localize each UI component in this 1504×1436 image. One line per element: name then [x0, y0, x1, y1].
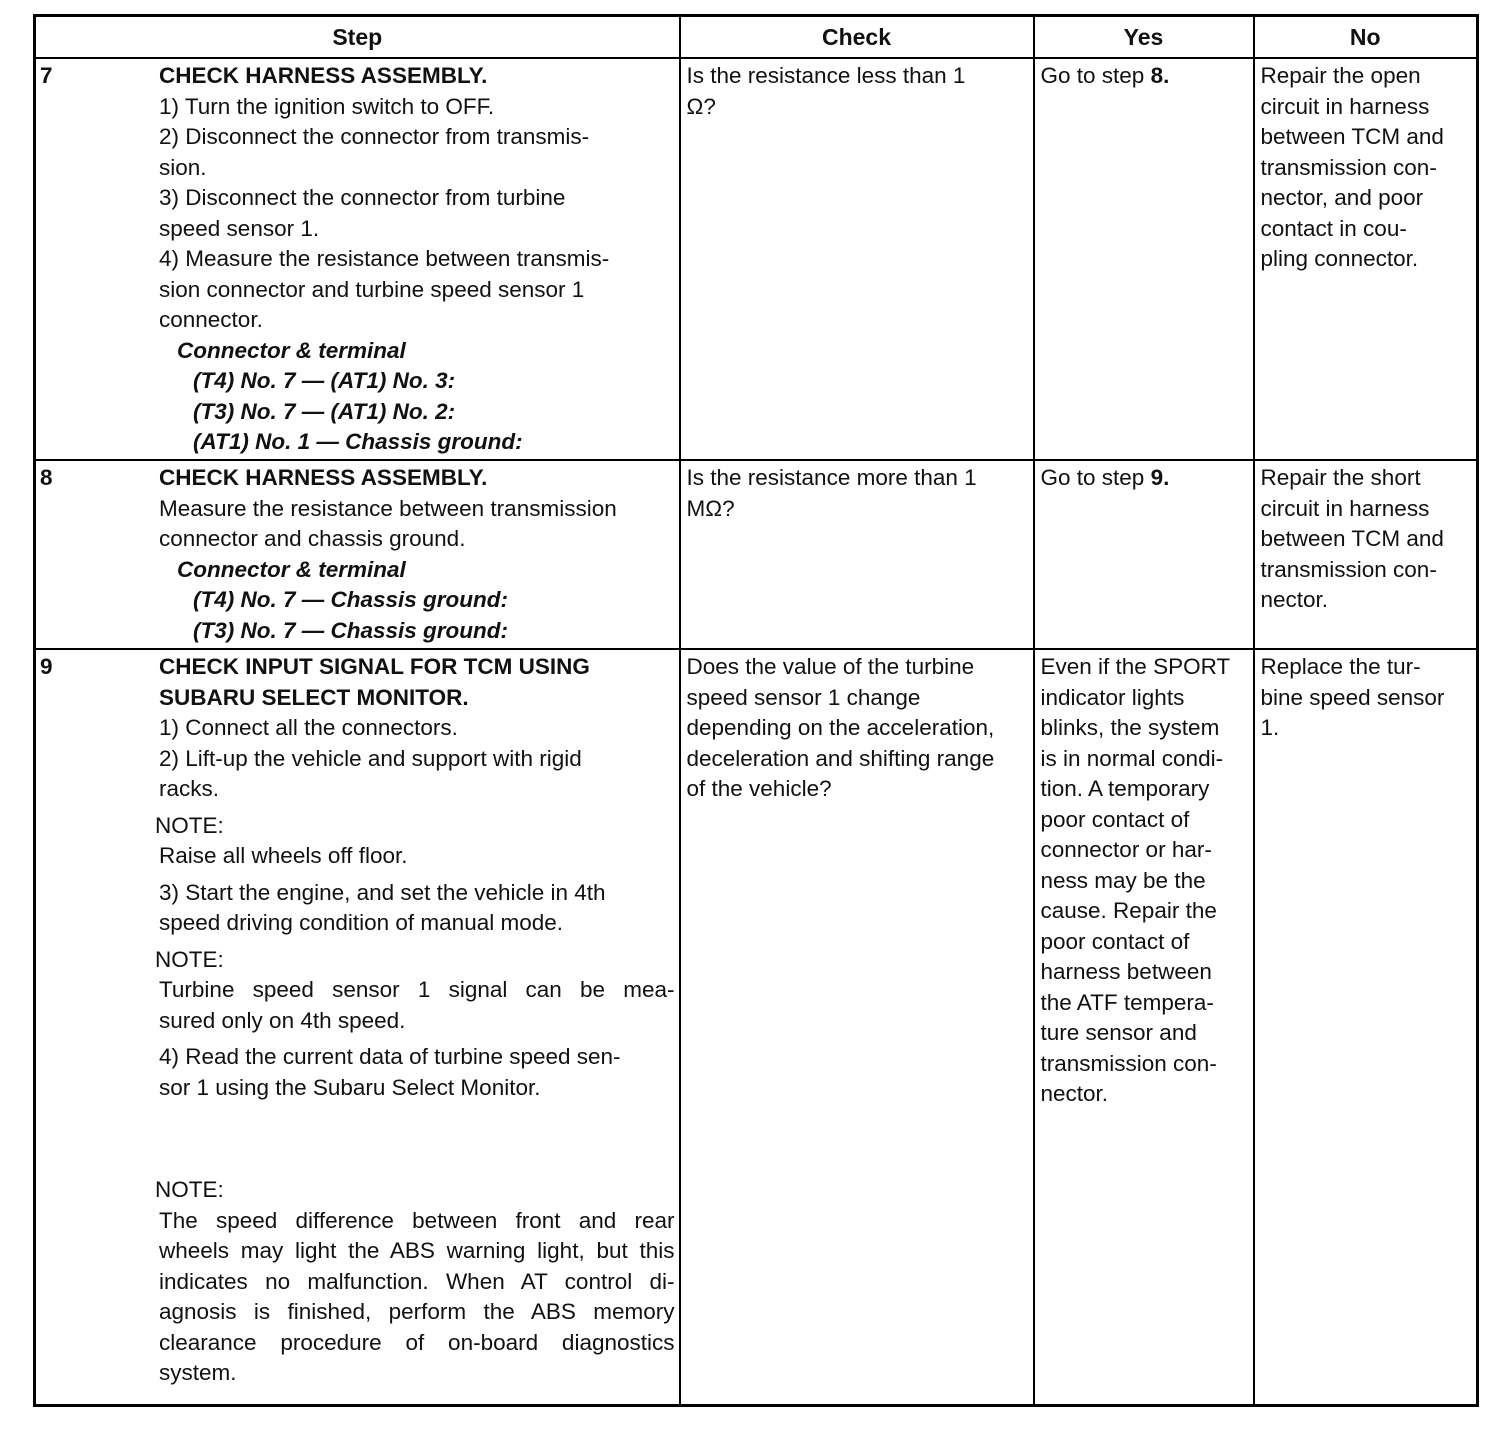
- yes-line: indicator lights: [1040, 684, 1185, 710]
- yes-line: tion. A temporary: [1040, 776, 1210, 801]
- note-line: The speed difference between front and rear: [159, 1207, 675, 1233]
- step-number: 7: [40, 63, 53, 88]
- note-text: Raise all wheels off floor.: [159, 843, 408, 868]
- check-line: Is the resistance less than 1: [686, 63, 966, 88]
- step-line: racks.: [159, 776, 220, 801]
- no-line: circuit in harness: [1260, 495, 1430, 521]
- table-row-step-7: [35, 58, 1478, 460]
- check-line: deceleration and shifting range: [686, 745, 995, 771]
- no-line: nector.: [1260, 587, 1329, 612]
- yes-line: is in normal condi-: [1040, 745, 1224, 771]
- diagnostic-table: [33, 14, 1479, 1407]
- yes-line: poor contact of: [1040, 928, 1190, 954]
- check-line: depending on the acceleration,: [686, 715, 995, 740]
- yes-line: the ATF tempera-: [1040, 989, 1214, 1015]
- step-cell: [35, 58, 680, 460]
- step-line: 3) Disconnect the connector from turbine: [159, 185, 566, 210]
- connector-terminal-heading: Connector & terminal: [177, 337, 406, 363]
- check-line: of the vehicle?: [686, 776, 832, 801]
- step-title: CHECK HARNESS ASSEMBLY.: [159, 465, 488, 490]
- step-line: 2) Lift-up the vehicle and support with rigid: [159, 745, 582, 771]
- table-row-step-8: [35, 460, 1478, 649]
- no-line: contact in cou-: [1260, 215, 1407, 241]
- yes-line: Even if the SPORT: [1040, 654, 1231, 679]
- note-label: NOTE:: [155, 946, 224, 972]
- yes-line: blinks, the system: [1040, 715, 1220, 740]
- no-line: between TCM and: [1260, 526, 1444, 551]
- check-line: MΩ?: [686, 495, 735, 521]
- yes-line: ture sensor and: [1040, 1020, 1197, 1045]
- step-line: connector.: [159, 307, 263, 332]
- no-cell: [1254, 649, 1478, 1406]
- note-text: [159, 1206, 675, 1389]
- connector-terminal-item: (T4) No. 7 — (AT1) No. 3:: [193, 368, 456, 393]
- no-line: pling connector.: [1260, 246, 1419, 271]
- step-line: sion connector and turbine speed sensor 1: [159, 276, 585, 302]
- header-yes: Yes: [1034, 16, 1254, 59]
- step-title: CHECK HARNESS ASSEMBLY.: [159, 63, 488, 88]
- connector-terminal-item: (AT1) No. 1 — Chassis ground:: [193, 429, 523, 454]
- yes-line: connector or har-: [1040, 837, 1212, 862]
- note-text: [159, 975, 675, 1036]
- step-line: Measure the resistance between transmission: [159, 495, 617, 521]
- yes-line: poor contact of: [1040, 806, 1190, 832]
- spacer: [159, 1103, 675, 1169]
- check-line: speed sensor 1 change: [686, 684, 921, 710]
- note-line: Turbine speed sensor 1 signal can be mea-: [159, 977, 675, 1002]
- step-line: 1) Turn the ignition switch to OFF.: [159, 93, 495, 119]
- step-cell: [35, 460, 680, 649]
- no-line: nector, and poor: [1260, 185, 1424, 210]
- check-cell: [680, 58, 1034, 460]
- step-line: speed sensor 1.: [159, 215, 320, 241]
- note-line: clearance procedure of on-board diagnostics: [159, 1329, 675, 1355]
- yes-step-link: 9.: [1150, 465, 1170, 490]
- step-title: SUBARU SELECT MONITOR.: [159, 684, 469, 710]
- no-line: Replace the tur-: [1260, 654, 1421, 679]
- note-line: sured only on 4th speed.: [159, 1007, 406, 1033]
- check-cell: [680, 460, 1034, 649]
- connector-terminal-item: (T3) No. 7 — (AT1) No. 2:: [193, 398, 456, 424]
- step-line: sor 1 using the Subaru Select Monitor.: [159, 1074, 541, 1100]
- yes-line: nector.: [1040, 1081, 1109, 1106]
- no-line: transmission con-: [1260, 556, 1437, 582]
- header-no: No: [1254, 16, 1478, 59]
- yes-text: Go to step: [1040, 63, 1151, 88]
- table-row-step-9: [35, 649, 1478, 1406]
- step-line: 4) Read the current data of turbine speed sen-: [159, 1044, 621, 1069]
- note-label: NOTE:: [155, 812, 224, 838]
- check-line: Is the resistance more than 1: [686, 465, 977, 490]
- step-number: 8: [40, 465, 53, 490]
- note-line: indicates no malfunction. When AT control di-: [159, 1268, 675, 1294]
- note-line: wheels may light the ABS warning light, but this: [159, 1238, 675, 1263]
- yes-line: cause. Repair the: [1040, 898, 1217, 923]
- no-line: transmission con-: [1260, 154, 1437, 180]
- check-line: Ω?: [686, 93, 716, 119]
- yes-text: Go to step: [1040, 465, 1151, 490]
- step-title: CHECK INPUT SIGNAL FOR TCM USING: [159, 654, 590, 679]
- header-check: Check: [680, 16, 1034, 59]
- header-row: [35, 16, 1478, 59]
- step-cell: [35, 649, 680, 1406]
- no-line: 1.: [1260, 715, 1280, 740]
- no-line: between TCM and: [1260, 124, 1444, 149]
- no-line: bine speed sensor: [1260, 684, 1445, 710]
- step-line: 2) Disconnect the connector from transmis-: [159, 124, 590, 149]
- step-line: connector and chassis ground.: [159, 526, 466, 551]
- step-line: 4) Measure the resistance between transmis-: [159, 246, 610, 271]
- check-cell: [680, 649, 1034, 1406]
- no-line: circuit in harness: [1260, 93, 1430, 119]
- yes-line: ness may be the: [1040, 867, 1206, 893]
- connector-terminal-heading: Connector & terminal: [177, 556, 406, 582]
- no-cell: [1254, 58, 1478, 460]
- step-line: 1) Connect all the connectors.: [159, 715, 458, 740]
- connector-terminal-item: (T3) No. 7 — Chassis ground:: [193, 617, 509, 643]
- yes-cell: [1034, 649, 1254, 1406]
- note-line: agnosis is finished, perform the ABS memory: [159, 1299, 675, 1324]
- no-line: Repair the short: [1260, 465, 1421, 490]
- connector-terminal-item: (T4) No. 7 — Chassis ground:: [193, 587, 509, 612]
- note-line: system.: [159, 1360, 237, 1385]
- step-line: 3) Start the engine, and set the vehicle in 4th: [159, 879, 606, 905]
- step-line: sion.: [159, 154, 207, 180]
- yes-cell: [1034, 58, 1254, 460]
- header-step: Step: [35, 16, 680, 59]
- note-label: NOTE:: [155, 1177, 224, 1202]
- yes-line: transmission con-: [1040, 1050, 1217, 1076]
- yes-step-link: 8.: [1150, 63, 1170, 88]
- step-line: speed driving condition of manual mode.: [159, 910, 564, 935]
- yes-line: harness between: [1040, 959, 1212, 984]
- yes-cell: [1034, 460, 1254, 649]
- no-line: Repair the open: [1260, 63, 1421, 88]
- step-number: 9: [40, 654, 53, 679]
- check-line: Does the value of the turbine: [686, 654, 975, 679]
- no-cell: [1254, 460, 1478, 649]
